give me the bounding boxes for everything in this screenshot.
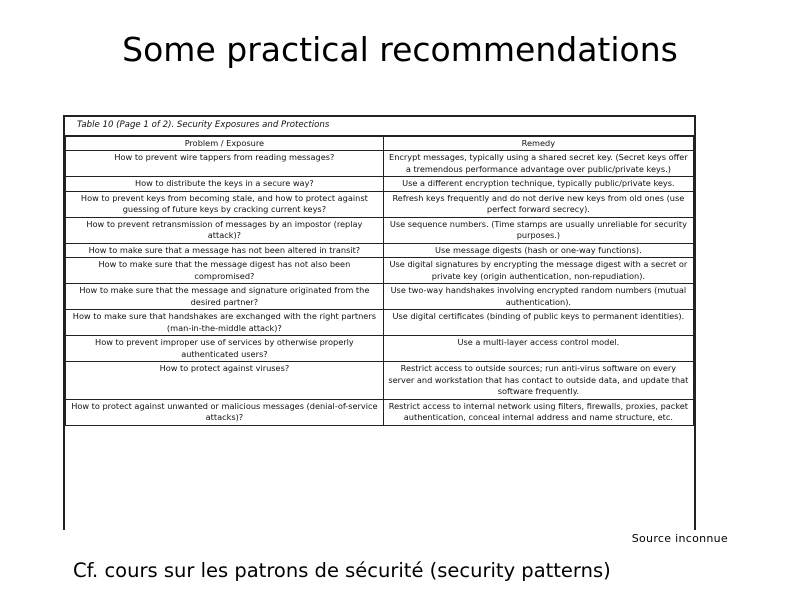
problem-cell: How to prevent keys from becoming stale, and how to protect against guessing of future keys by cracking current keys? bbox=[66, 191, 384, 217]
problem-cell: How to protect against unwanted or malicious messages (denial-of-service attacks)? bbox=[66, 399, 384, 425]
table-row bbox=[66, 336, 694, 362]
table-row bbox=[66, 217, 694, 243]
table-row bbox=[66, 258, 694, 284]
remedy-cell: Refresh keys frequently and do not derive new keys from old ones (use perfect forward secrecy). bbox=[383, 191, 693, 217]
remedy-cell: Use a different encryption technique, typically public/private keys. bbox=[383, 177, 693, 192]
table-row bbox=[66, 284, 694, 310]
remedy-cell: Restrict access to internal network using filters, firewalls, proxies, packet authentication, conceal internal address and name structure, etc. bbox=[383, 399, 693, 425]
source-note: Source inconnue bbox=[631, 532, 728, 545]
remedy-cell: Restrict access to outside sources; run anti-virus software on every server and workstation that has contact to outside data, and update that software frequently. bbox=[383, 362, 693, 400]
problem-cell: How to protect against viruses? bbox=[66, 362, 384, 400]
problem-cell: How to prevent improper use of services by otherwise properly authenticated users? bbox=[66, 336, 384, 362]
column-header-remedy: Remedy bbox=[383, 136, 693, 151]
problem-cell: How to make sure that a message has not been altered in transit? bbox=[66, 243, 384, 258]
table-caption: Table 10 (Page 1 of 2). Security Exposures and Protections bbox=[65, 117, 694, 136]
table-header-row bbox=[66, 136, 694, 151]
page-title: Some practical recommendations bbox=[122, 30, 678, 69]
problem-cell: How to prevent wire tappers from reading messages? bbox=[66, 151, 384, 177]
table-row bbox=[66, 362, 694, 400]
remedy-cell: Use digital signatures by encrypting the message digest with a secret or private key (origin authentication, non-repudiation). bbox=[383, 258, 693, 284]
column-header-problem: Problem / Exposure bbox=[66, 136, 384, 151]
problem-cell: How to prevent retransmission of messages by an impostor (replay attack)? bbox=[66, 217, 384, 243]
table-row bbox=[66, 177, 694, 192]
problem-cell: How to make sure that handshakes are exchanged with the right partners (man-in-the-middle attack)? bbox=[66, 310, 384, 336]
remedy-cell: Use two-way handshakes involving encrypted random numbers (mutual authentication). bbox=[383, 284, 693, 310]
table-row bbox=[66, 310, 694, 336]
security-table-image bbox=[63, 115, 696, 530]
security-table bbox=[65, 117, 694, 426]
remedy-cell: Use a multi-layer access control model. bbox=[383, 336, 693, 362]
table-row bbox=[66, 191, 694, 217]
remedy-cell: Use sequence numbers. (Time stamps are usually unreliable for security purposes.) bbox=[383, 217, 693, 243]
problem-cell: How to make sure that the message digest has not also been compromised? bbox=[66, 258, 384, 284]
footer-note: Cf. cours sur les patrons de sécurité (security patterns) bbox=[73, 559, 611, 582]
remedy-cell: Encrypt messages, typically using a shared secret key. (Secret keys offer a tremendous performance advantage over public/private keys.) bbox=[383, 151, 693, 177]
problem-cell: How to make sure that the message and signature originated from the desired partner? bbox=[66, 284, 384, 310]
remedy-cell: Use digital certificates (binding of public keys to permanent identities). bbox=[383, 310, 693, 336]
table-row bbox=[66, 243, 694, 258]
problem-cell: How to distribute the keys in a secure way? bbox=[66, 177, 384, 192]
table-row bbox=[66, 151, 694, 177]
remedy-cell: Use message digests (hash or one-way functions). bbox=[383, 243, 693, 258]
table-row bbox=[66, 399, 694, 425]
